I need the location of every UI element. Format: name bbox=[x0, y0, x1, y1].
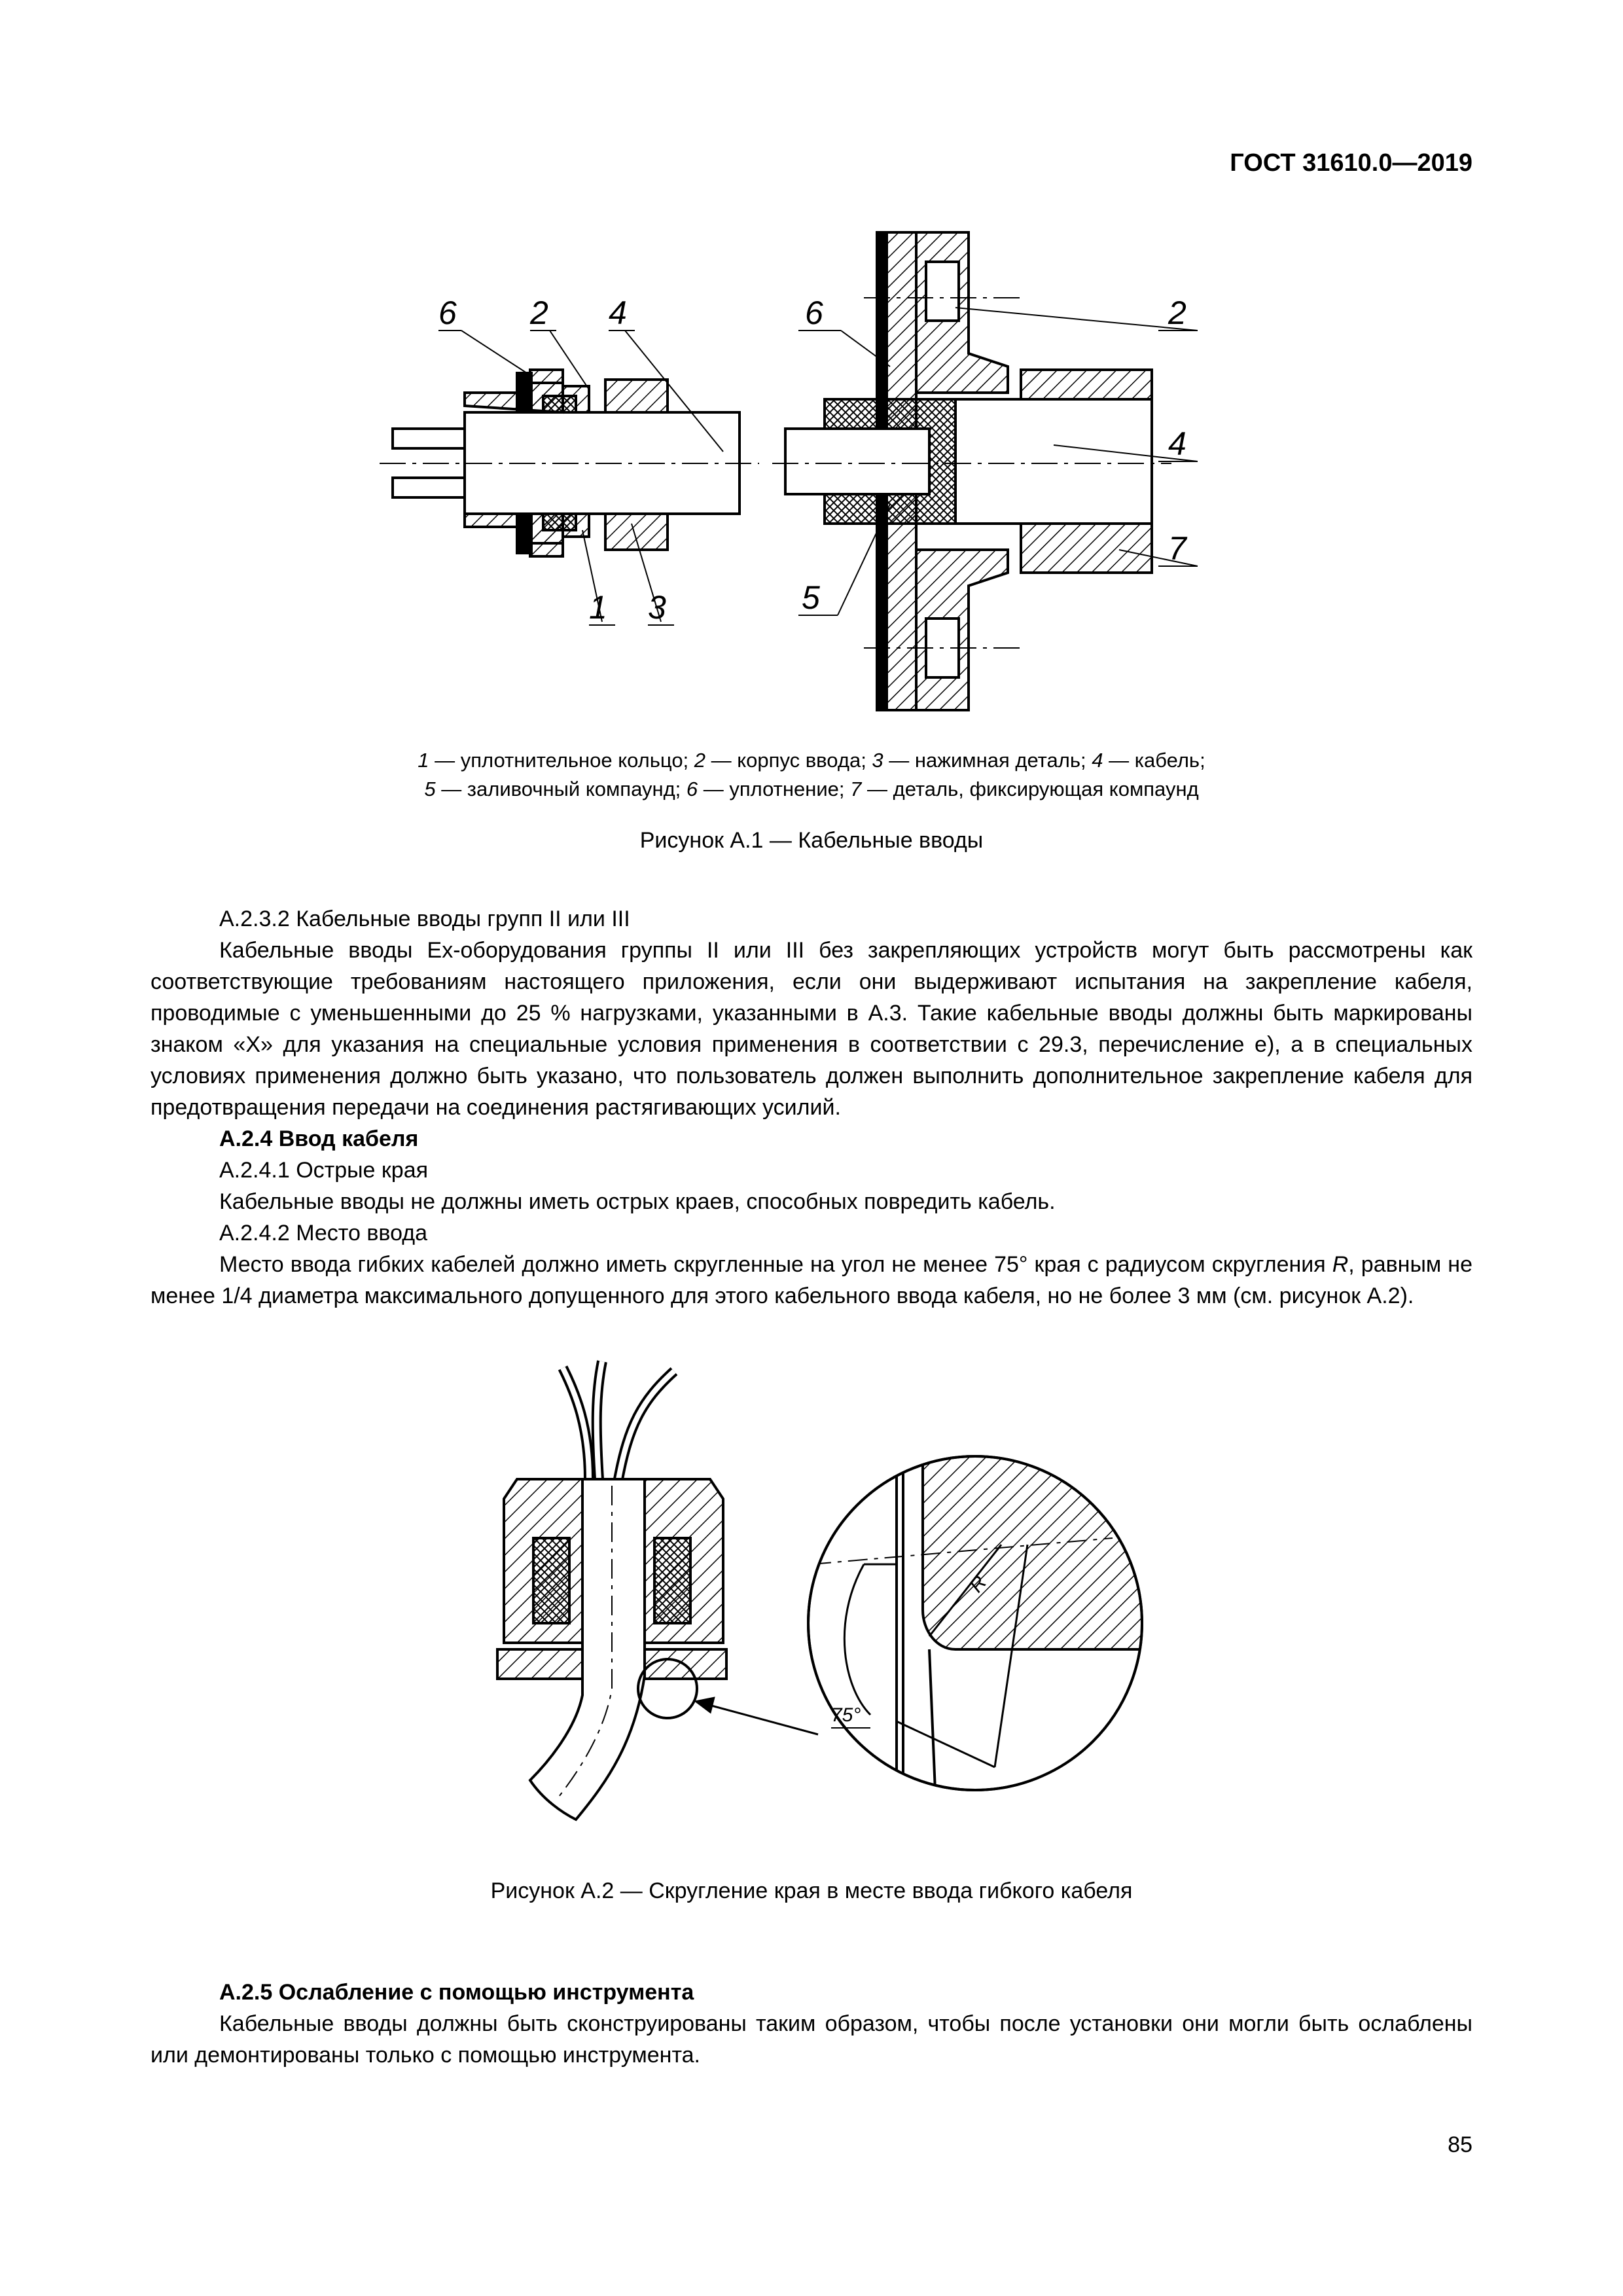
right-gland bbox=[772, 232, 1198, 710]
legend-num: 3 bbox=[872, 749, 883, 772]
figure-a2-caption: Рисунок А.2 — Скругление края в месте ввода гибкого кабеля bbox=[490, 1878, 1133, 1903]
legend-text: — уплотнение; bbox=[698, 778, 851, 800]
label-right-5: 5 bbox=[802, 579, 820, 616]
figure-a2-drawing bbox=[478, 1348, 1185, 1852]
figure-a1-caption: Рисунок А.1 — Кабельные вводы bbox=[639, 828, 984, 853]
legend-num: 4 bbox=[1092, 749, 1103, 772]
section-a25-body: Кабельные вводы должны быть сконструированы таким образом, чтобы после установки они могли быть ослаблены или демонтированы только с помощью инструмента. bbox=[151, 2011, 1472, 2068]
label-left-1: 1 bbox=[589, 589, 607, 626]
legend-num: 5 bbox=[424, 778, 436, 800]
left-gland bbox=[380, 331, 759, 625]
section-a242-body-b: , равным не менее 1/4 диаметра максимального допущенного для этого кабельного ввода кабеля, но не более 3 мм (см. рисунок А.2). bbox=[151, 1252, 1472, 1308]
section-a241-body: Кабельные вводы не должны иметь острых краев, способных повредить кабель. bbox=[219, 1189, 1056, 1214]
radius-label: R bbox=[965, 1571, 991, 1597]
section-a242-radius: R bbox=[1332, 1252, 1349, 1277]
legend-line-2 bbox=[151, 775, 1472, 804]
figure-a1-legend bbox=[151, 746, 1472, 804]
angle-label: 75° bbox=[831, 1704, 861, 1726]
section-a24-title: А.2.4 Ввод кабеля bbox=[219, 1126, 419, 1151]
legend-text: — корпус ввода; bbox=[705, 749, 872, 772]
label-left-2: 2 bbox=[530, 295, 548, 331]
section-a241-title: А.2.4.1 Острые края bbox=[219, 1158, 429, 1183]
section-a232-body: Кабельные вводы Ex-оборудования группы II или III без закрепляющих устройств могут быть рассмотрены как соответствующие требованиям настоящего приложения, если они выдерживают испытания на закрепление кабеля, проводимые с уменьшенными до 25 % нагрузками, указанными в А.3. Такие кабельные вводы должны быть маркированы знаком «Х» для указания на специальные условия применения в соответствии с 29.3, перечисление е), а в специальных условиях применения должно быть указано, что пользователь должен выполнить дополнительное закрепление кабеля для предотвращения передачи на соединения растягивающих усилий. bbox=[151, 938, 1472, 1120]
section-body-main bbox=[151, 903, 1472, 1312]
legend-text: — заливочный компаунд; bbox=[435, 778, 687, 800]
section-a25-title: А.2.5 Ослабление с помощью инструмента bbox=[219, 1980, 694, 2005]
legend-text: — уплотнительное кольцо; bbox=[429, 749, 694, 772]
figure-a1-drawing bbox=[366, 216, 1283, 740]
legend-num: 6 bbox=[686, 778, 698, 800]
legend-line-1 bbox=[151, 746, 1472, 775]
legend-num: 2 bbox=[694, 749, 706, 772]
label-right-2: 2 bbox=[1168, 295, 1186, 331]
label-right-7: 7 bbox=[1168, 530, 1186, 567]
label-left-6: 6 bbox=[438, 295, 457, 331]
label-right-6: 6 bbox=[805, 295, 823, 331]
legend-text: — нажимная деталь; bbox=[883, 749, 1092, 772]
section-a242-body-a: Место ввода гибких кабелей должно иметь скругленные на угол не менее 75° края с радиусом скругления bbox=[219, 1252, 1332, 1277]
label-right-4: 4 bbox=[1168, 425, 1186, 462]
standard-header: ГОСТ 31610.0—2019 bbox=[1230, 149, 1472, 177]
section-a242-title: А.2.4.2 Место ввода bbox=[219, 1221, 428, 1246]
legend-text: — кабель; bbox=[1103, 749, 1205, 772]
legend-text: — деталь, фиксирующая компаунд bbox=[861, 778, 1199, 800]
page-number: 85 bbox=[1448, 2132, 1472, 2157]
section-a242-body bbox=[151, 1249, 1472, 1312]
label-left-3: 3 bbox=[648, 589, 666, 626]
section-a232-title: А.2.3.2 Кабельные вводы групп II или III bbox=[219, 906, 630, 931]
legend-num: 7 bbox=[850, 778, 862, 800]
section-body-end bbox=[151, 1977, 1472, 2071]
legend-num: 1 bbox=[418, 749, 429, 772]
label-left-4: 4 bbox=[609, 295, 627, 331]
